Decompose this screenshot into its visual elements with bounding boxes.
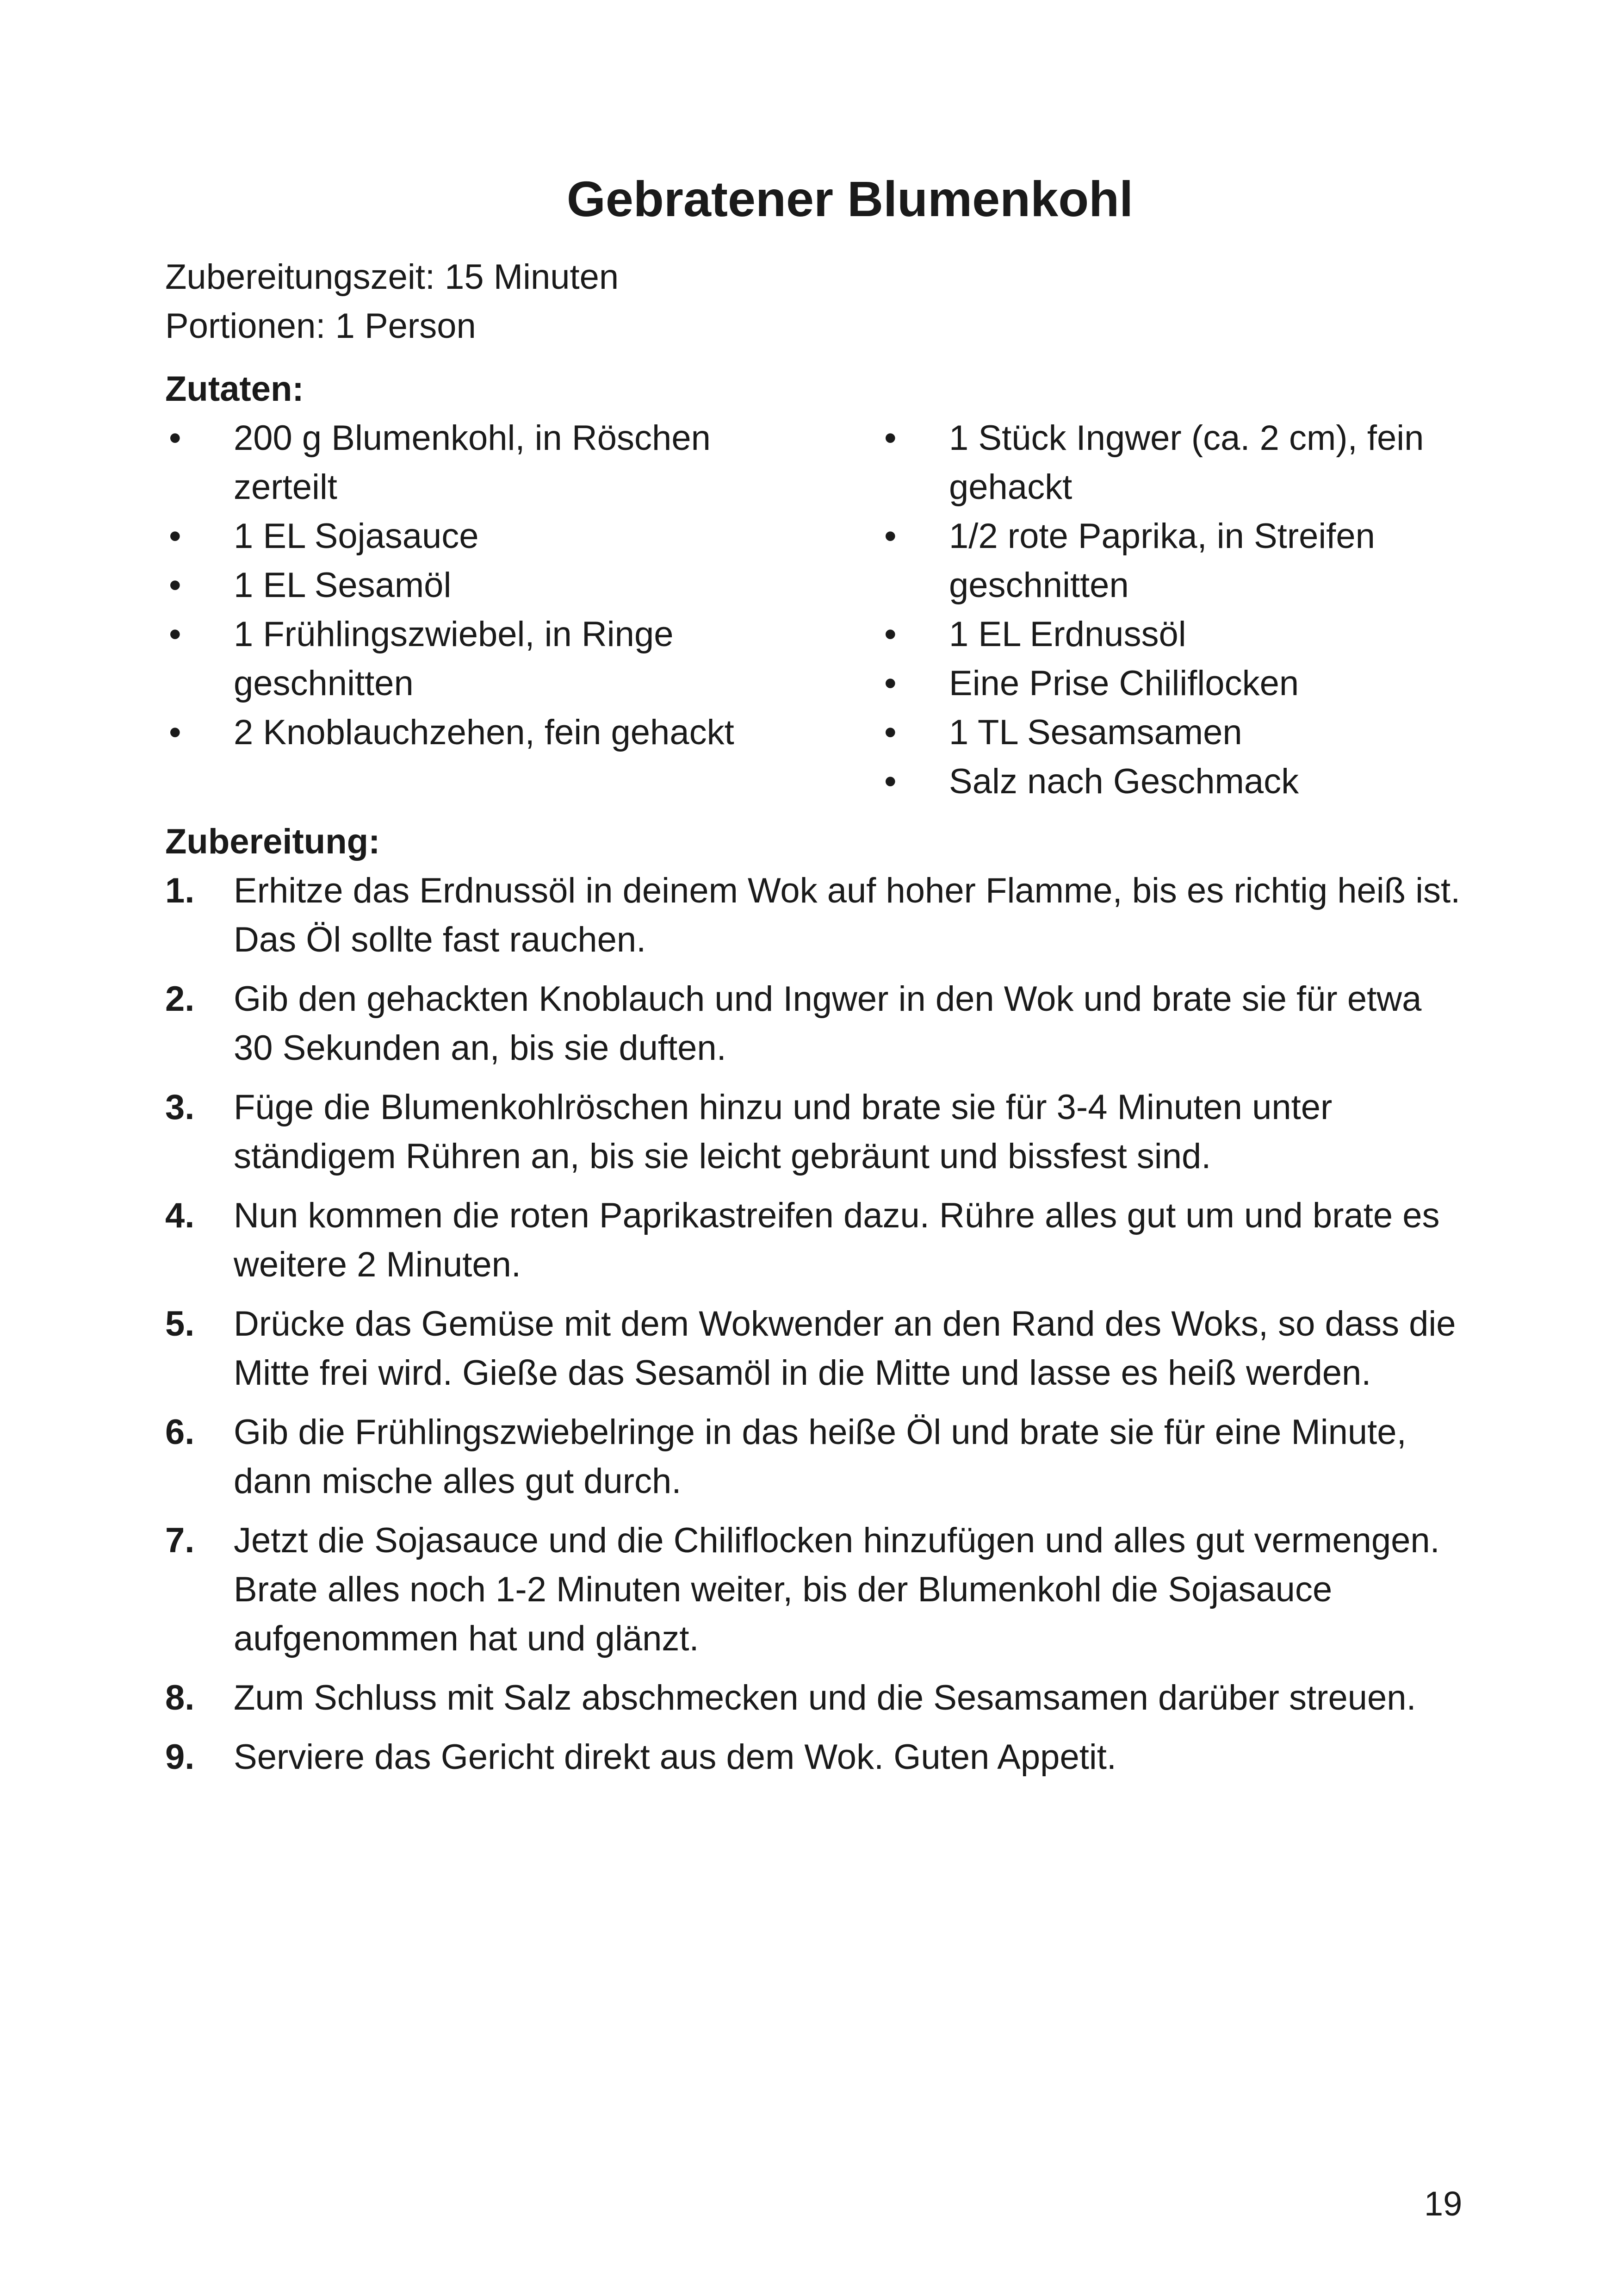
step-number: 7. [165, 1521, 195, 1560]
ingredient-item [880, 414, 1461, 512]
bullet-icon: • [884, 615, 897, 654]
step-item [165, 1516, 1461, 1663]
bullet-icon: • [169, 516, 181, 556]
ingredient-item [165, 512, 744, 561]
ingredient-text: 1 Stück Ingwer (ca. 2 cm), fein gehackt [949, 418, 1424, 507]
ingredient-item [165, 414, 744, 512]
step-number: 3. [165, 1088, 195, 1127]
bullet-icon: • [884, 713, 897, 752]
step-number: 8. [165, 1678, 195, 1717]
ingredient-item [880, 708, 1461, 757]
step-number: 2. [165, 979, 195, 1019]
ingredient-item [165, 708, 744, 757]
step-item [165, 975, 1461, 1073]
steps-list [165, 866, 1461, 1782]
bullet-icon: • [884, 762, 897, 801]
bullet-icon: • [169, 713, 181, 752]
step-text: Zum Schluss mit Salz abschmecken und die Sesamsamen darüber streuen. [234, 1678, 1416, 1717]
prep-time: Zubereitungszeit: 15 Minuten [165, 257, 619, 297]
step-number: 9. [165, 1737, 195, 1777]
step-item [165, 1300, 1461, 1398]
page-number: 19 [1424, 2184, 1463, 2223]
step-item [165, 1674, 1461, 1723]
ingredient-text: 1 EL Erdnussöl [949, 615, 1186, 654]
ingredients-heading: Zutaten: [165, 369, 304, 409]
step-text: Serviere das Gericht direkt aus dem Wok. Guten Appetit. [234, 1737, 1116, 1777]
ingredient-text: Salz nach Geschmack [949, 762, 1299, 801]
ingredient-text: 1/2 rote Paprika, in Streifen geschnitten [949, 516, 1375, 605]
step-item [165, 866, 1461, 964]
ingredient-item [880, 610, 1461, 659]
step-item [165, 1408, 1461, 1506]
step-number: 4. [165, 1196, 195, 1235]
bullet-icon: • [884, 418, 897, 458]
step-text: Erhitze das Erdnussöl in deinem Wok auf hoher Flamme, bis es richtig heiß ist. Das Öl sollte fast rauchen. [234, 871, 1461, 959]
ingredient-text: 200 g Blumenkohl, in Röschen zerteilt [234, 418, 711, 507]
ingredient-text: 1 TL Sesamsamen [949, 713, 1242, 752]
step-number: 1. [165, 871, 195, 910]
recipe-title: Gebratener Blumenkohl [566, 171, 1134, 227]
step-number: 6. [165, 1412, 195, 1452]
ingredient-item [165, 561, 744, 610]
ingredients-list [165, 414, 1461, 806]
bullet-icon: • [884, 516, 897, 556]
step-text: Füge die Blumenkohlröschen hinzu und brate sie für 3-4 Minuten unter ständigem Rühren an, bis sie leicht gebräunt und bissfest sind. [234, 1088, 1333, 1176]
step-text: Jetzt die Sojasauce und die Chiliflocken hinzufügen und alles gut vermengen. Brate alles noch 1-2 Minuten weiter, bis der Blumenkohl die Sojasauce aufgenommen hat und glänzt. [234, 1521, 1440, 1658]
bullet-icon: • [169, 566, 181, 605]
ingredients-column-left [165, 414, 744, 806]
step-text: Gib die Frühlingszwiebelringe in das heiße Öl und brate sie für eine Minute, dann mische alles gut durch. [234, 1412, 1407, 1501]
ingredient-item [880, 757, 1461, 806]
step-item [165, 1191, 1461, 1289]
recipe-meta [165, 253, 1461, 351]
bullet-icon: • [884, 664, 897, 703]
ingredient-item [880, 659, 1461, 708]
ingredient-item [165, 610, 744, 708]
bullet-icon: • [169, 615, 181, 654]
step-item [165, 1733, 1461, 1782]
recipe-page [165, 167, 1461, 1792]
ingredient-text: 1 EL Sojasauce [234, 516, 479, 556]
ingredient-text: 2 Knoblauchzehen, fein gehackt [234, 713, 734, 752]
step-text: Drücke das Gemüse mit dem Wokwender an den Rand des Woks, so dass die Mitte frei wird. Gieße das Sesamöl in die Mitte und lasse es heiß werden. [234, 1304, 1456, 1393]
step-number: 5. [165, 1304, 195, 1344]
step-text: Nun kommen die roten Paprikastreifen dazu. Rühre alles gut um und brate es weitere 2 Minuten. [234, 1196, 1440, 1284]
ingredient-text: 1 Frühlingszwiebel, in Ringe geschnitten [234, 615, 674, 703]
bullet-icon: • [169, 418, 181, 458]
ingredients-column-right [880, 414, 1461, 806]
step-text: Gib den gehackten Knoblauch und Ingwer in den Wok und brate sie für etwa 30 Sekunden an, bis sie duften. [234, 979, 1422, 1068]
ingredient-text: 1 EL Sesamöl [234, 566, 452, 605]
step-item [165, 1083, 1461, 1181]
ingredient-item [880, 512, 1461, 610]
portions: Portionen: 1 Person [165, 306, 476, 346]
ingredient-text: Eine Prise Chiliflocken [949, 664, 1299, 703]
steps-heading: Zubereitung: [165, 822, 380, 861]
